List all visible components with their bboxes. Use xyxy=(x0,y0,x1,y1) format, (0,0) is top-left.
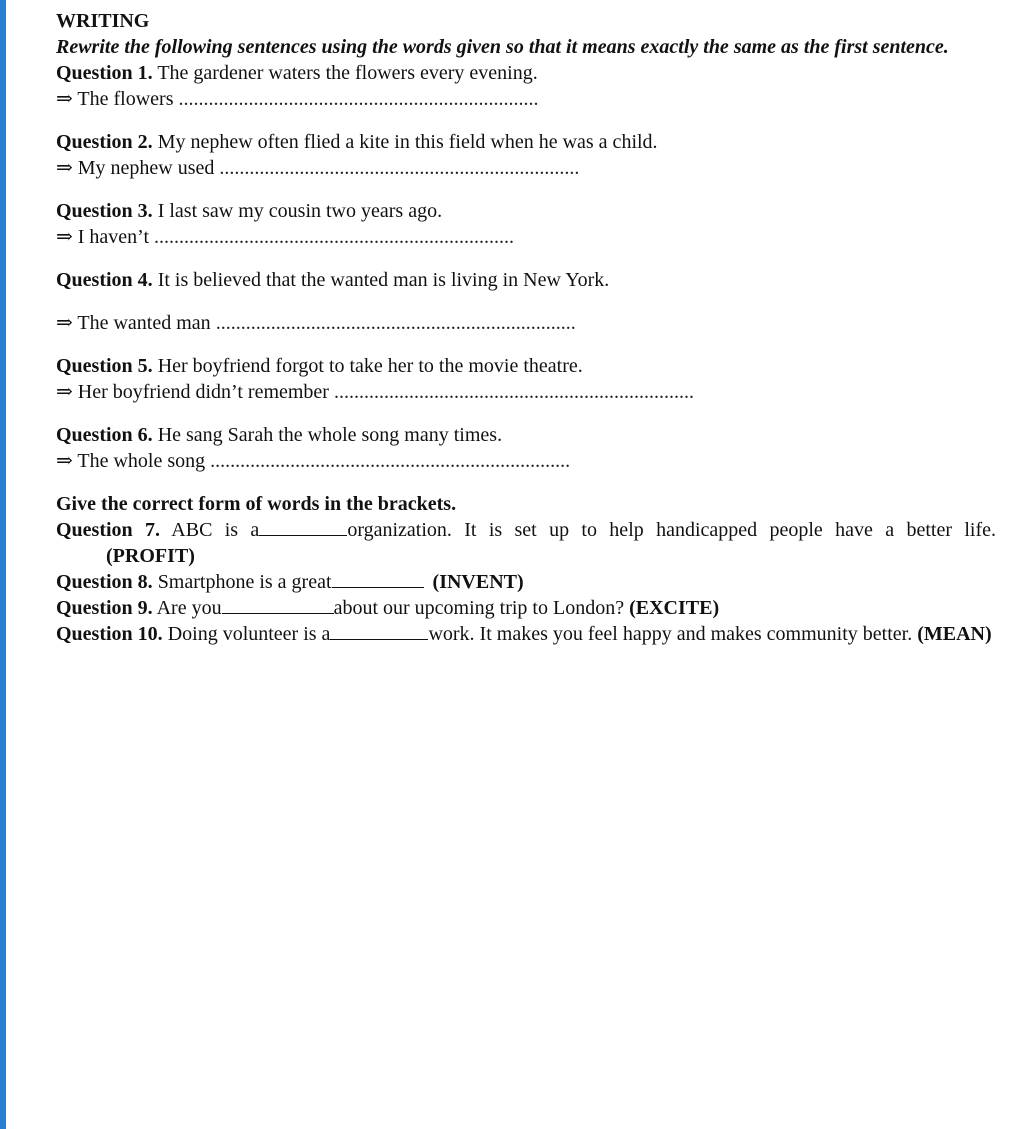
question-label: Question 10. xyxy=(56,623,163,645)
answer-blank[interactable] xyxy=(332,569,424,588)
rewrite-question-5 xyxy=(56,353,996,405)
question-text-after: organization. It is set up to help handicapped people have a better life. xyxy=(347,519,996,541)
answer-prompt: ⇒ Her boyfriend didn’t remember xyxy=(56,381,329,403)
question-label: Question 1. xyxy=(56,62,153,84)
question-text-before: Smartphone is a great xyxy=(157,571,332,593)
question-label: Question 8. xyxy=(56,571,153,593)
answer-dots[interactable]: ........................................................................ xyxy=(210,450,571,472)
question-text-before: ABC is a xyxy=(171,519,260,541)
word-form-heading: Give the correct form of words in the brackets. xyxy=(56,493,457,515)
answer-dots[interactable]: ........................................................................ xyxy=(219,157,580,179)
answer-prompt: ⇒ My nephew used xyxy=(56,157,215,179)
answer-prompt: ⇒ The wanted man xyxy=(56,312,211,334)
word-form-question-9 xyxy=(56,595,996,621)
question-text-after: work. It makes you feel happy and makes community better. xyxy=(428,623,913,645)
question-label: Question 9. xyxy=(56,597,153,619)
root-word: (PROFIT) xyxy=(106,545,195,567)
question-text: It is believed that the wanted man is living in New York. xyxy=(157,269,610,291)
rewrite-question-6 xyxy=(56,422,996,474)
left-border xyxy=(0,0,6,1129)
word-form-question-8 xyxy=(56,569,996,595)
question-label: Question 7. xyxy=(56,519,161,541)
question-text: He sang Sarah the whole song many times. xyxy=(157,424,503,446)
answer-blank[interactable] xyxy=(222,595,334,614)
word-form-question-10 xyxy=(56,621,996,647)
root-word: (EXCITE) xyxy=(629,597,720,619)
question-text-before: Are you xyxy=(156,597,222,619)
question-text: I last saw my cousin two years ago. xyxy=(157,200,443,222)
answer-dots[interactable]: ........................................................................ xyxy=(215,312,576,334)
word-form-question-7 xyxy=(56,517,996,569)
instruction-text: Rewrite the following sentences using the words given so that it means exactly the same as the first sentence. xyxy=(56,36,949,58)
question-text: My nephew often flied a kite in this field when he was a child. xyxy=(157,131,658,153)
answer-dots[interactable]: ........................................................................ xyxy=(333,381,694,403)
question-label: Question 6. xyxy=(56,424,153,446)
question-text-after: about our upcoming trip to London? xyxy=(333,597,625,619)
answer-prompt: ⇒ I haven’t xyxy=(56,226,150,248)
answer-blank[interactable] xyxy=(259,517,347,536)
answer-prompt: ⇒ The whole song xyxy=(56,450,206,472)
worksheet xyxy=(56,8,996,647)
answer-blank[interactable] xyxy=(330,621,428,640)
answer-prompt: ⇒ The flowers xyxy=(56,88,174,110)
question-label: Question 3. xyxy=(56,200,153,222)
question-text: The gardener waters the flowers every evening. xyxy=(157,62,538,84)
question-text-before: Doing volunteer is a xyxy=(167,623,331,645)
answer-dots[interactable]: ........................................................................ xyxy=(178,88,539,110)
rewrite-question-3 xyxy=(56,198,996,250)
question-text: Her boyfriend forgot to take her to the movie theatre. xyxy=(157,355,583,377)
rewrite-question-4 xyxy=(56,267,996,336)
root-word: (INVENT) xyxy=(432,571,524,593)
rewrite-question-2 xyxy=(56,129,996,181)
question-label: Question 4. xyxy=(56,269,153,291)
rewrite-question-1 xyxy=(56,60,996,112)
root-word: (MEAN) xyxy=(917,623,992,645)
question-label: Question 5. xyxy=(56,355,153,377)
answer-dots[interactable]: ........................................................................ xyxy=(154,226,515,248)
question-label: Question 2. xyxy=(56,131,153,153)
section-title: WRITING xyxy=(56,10,150,32)
